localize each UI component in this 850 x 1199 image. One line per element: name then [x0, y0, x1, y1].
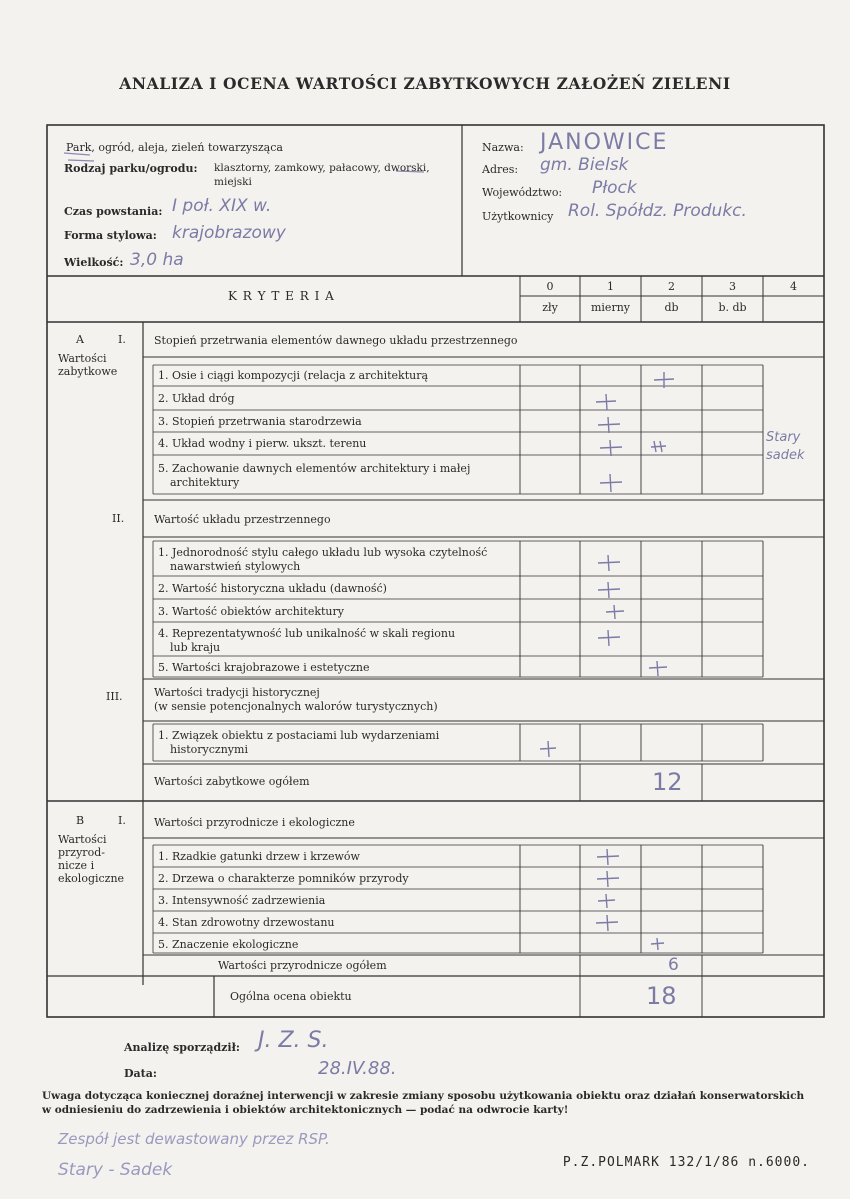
section-iii-heading-2: (w sensie potencjonalnych walorów turystycznych)	[154, 700, 438, 713]
czas-value: I poł. XIX w.	[172, 196, 272, 216]
handwritten-note-2: Stary - Sadek	[58, 1160, 173, 1180]
section-iii-heading-1: Wartości tradycji historycznej	[154, 686, 320, 699]
sporzadzil-signature: J. Z. S.	[258, 1028, 329, 1053]
row-b5: 5. Wartości krajobrazowe i estetyczne	[158, 661, 370, 674]
notice-line-1: Uwaga dotycząca koniecznej doraźnej interwencji w zakresie zmiany sposobu użytkowania obiektu oraz działań konserwatorskich	[42, 1090, 805, 1102]
rodzaj-options: klasztorny, zamkowy, pałacowy, dworski,	[214, 162, 430, 174]
data-label: Data:	[124, 1067, 157, 1080]
kryteria-heading: K R Y T E R I A	[228, 289, 335, 303]
ogolna-ocena-label: Ogólna ocena obiektu	[230, 990, 352, 1003]
nazwa-label: Nazwa:	[482, 141, 524, 154]
zabytkowe-total-value: 12	[652, 768, 683, 796]
scale-1: 1	[607, 280, 614, 293]
margin-note-2: sadek	[766, 448, 805, 463]
row-a3: 3. Stopień przetrwania starodrzewia	[158, 415, 362, 428]
adres-label: Adres:	[482, 163, 519, 176]
row-b2: 2. Wartość historyczna układu (dawność)	[158, 582, 387, 595]
forma-label: Forma stylowa:	[64, 229, 157, 242]
handwritten-marks	[540, 372, 674, 950]
nazwa-value: JANOWICE	[540, 130, 669, 155]
row-c1-line1: 1. Związek obiektu z postaciami lub wydarzeniami	[158, 729, 440, 742]
section-iii-num: III.	[106, 690, 123, 703]
section-b-name-4: ekologiczne	[58, 872, 125, 885]
park-label: Park, ogród, aleja, zieleń towarzysząca	[66, 141, 283, 154]
row-c1-line2: historycznymi	[170, 743, 248, 756]
margin-note-1: Stary	[766, 430, 801, 445]
czas-label: Czas powstania:	[64, 205, 163, 218]
section-b-heading: Wartości przyrodnicze i ekologiczne	[154, 816, 355, 829]
notice-line-2: w odniesieniu do zadrzewienia i obiektów architektonicznych — podać na odwrocie karty!	[42, 1104, 569, 1116]
data-value: 28.IV.88.	[318, 1058, 397, 1079]
scale-word-db: db	[664, 301, 679, 314]
section-a-heading: Stopień przetrwania elementów dawnego układu przestrzennego	[154, 334, 518, 347]
wielkosc-label: Wielkość:	[64, 256, 124, 269]
przyrodnicze-total-label: Wartości przyrodnicze ogółem	[218, 959, 387, 972]
rodzaj-options-2: miejski	[214, 176, 252, 188]
row-a5-line2: architektury	[170, 476, 240, 489]
section-b-name-2: przyrod-	[58, 846, 105, 859]
row-d4: 4. Stan zdrowotny drzewostanu	[158, 916, 335, 929]
row-b4-line2: lub kraju	[170, 641, 221, 654]
row-a1: 1. Osie i ciągi kompozycji (relacja z architekturą	[158, 369, 429, 382]
scale-3: 3	[729, 280, 736, 293]
row-d3: 3. Intensywność zadrzewienia	[158, 894, 326, 907]
row-a4: 4. Układ wodny i pierw. ukszt. terenu	[158, 437, 367, 450]
sporzadzil-label: Analizę sporządził:	[124, 1041, 240, 1054]
adres-value: gm. Bielsk	[540, 155, 629, 175]
ogolna-ocena-value: 18	[646, 982, 677, 1010]
section-a-letter: A	[76, 333, 84, 346]
rodzaj-label: Rodzaj parku/ogrodu:	[64, 162, 198, 175]
scale-2: 2	[668, 280, 675, 293]
section-ii-num: II.	[112, 512, 125, 525]
row-a2: 2. Układ dróg	[158, 392, 235, 405]
wielkosc-value: 3,0 ha	[130, 250, 184, 270]
przyrodnicze-total-value: 6	[668, 955, 679, 975]
section-ii-heading: Wartość układu przestrzennego	[154, 513, 331, 526]
scale-0: 0	[546, 280, 554, 293]
zabytkowe-total-label: Wartości zabytkowe ogółem	[154, 775, 310, 788]
notice	[42, 1089, 832, 1117]
scale-word-bdb: b. db	[718, 301, 747, 314]
row-b3: 3. Wartość obiektów architektury	[158, 605, 344, 618]
uzytkownicy-label: Użytkownicy	[482, 210, 554, 223]
scale-4: 4	[790, 280, 797, 293]
row-d5: 5. Znaczenie ekologiczne	[158, 938, 299, 951]
row-a5-line1: 5. Zachowanie dawnych elementów architektury i małej	[158, 462, 471, 475]
row-b1-line2: nawarstwień stylowych	[170, 560, 301, 573]
row-d1: 1. Rzadkie gatunki drzew i krzewów	[158, 850, 360, 863]
section-b-name-3: nicze i	[58, 859, 95, 872]
handwritten-note-1: Zespół jest dewastowany przez RSP.	[58, 1130, 330, 1148]
uzytkownicy-value: Rol. Spółdz. Produkc.	[568, 201, 747, 221]
section-b-num: I.	[118, 814, 126, 827]
print-code: P.Z.POLMARK 132/1/86 n.6000.	[562, 1155, 810, 1170]
section-b-name-1: Wartości	[58, 833, 107, 846]
forma-value: krajobrazowy	[172, 223, 286, 243]
section-a-name: Wartości zabytkowe	[58, 352, 118, 378]
scale-word-zly: zły	[542, 301, 558, 314]
row-b4-line1: 4. Reprezentatywność lub unikalność w skali regionu	[158, 627, 456, 640]
page-title: ANALIZA I OCENA WARTOŚCI ZABYTKOWYCH ZAŁOŻEŃ ZIELENI	[119, 74, 731, 93]
section-b-letter: B	[76, 814, 85, 827]
section-a-num: I.	[118, 333, 126, 346]
row-b1-line1: 1. Jednorodność stylu całego układu lub wysoka czytelność	[158, 546, 488, 559]
scale-word-mierny: mierny	[590, 301, 630, 314]
wojewodztwo-label: Województwo:	[482, 186, 563, 199]
wojewodztwo-value: Płock	[592, 178, 637, 198]
row-d2: 2. Drzewa o charakterze pomników przyrody	[158, 872, 409, 885]
